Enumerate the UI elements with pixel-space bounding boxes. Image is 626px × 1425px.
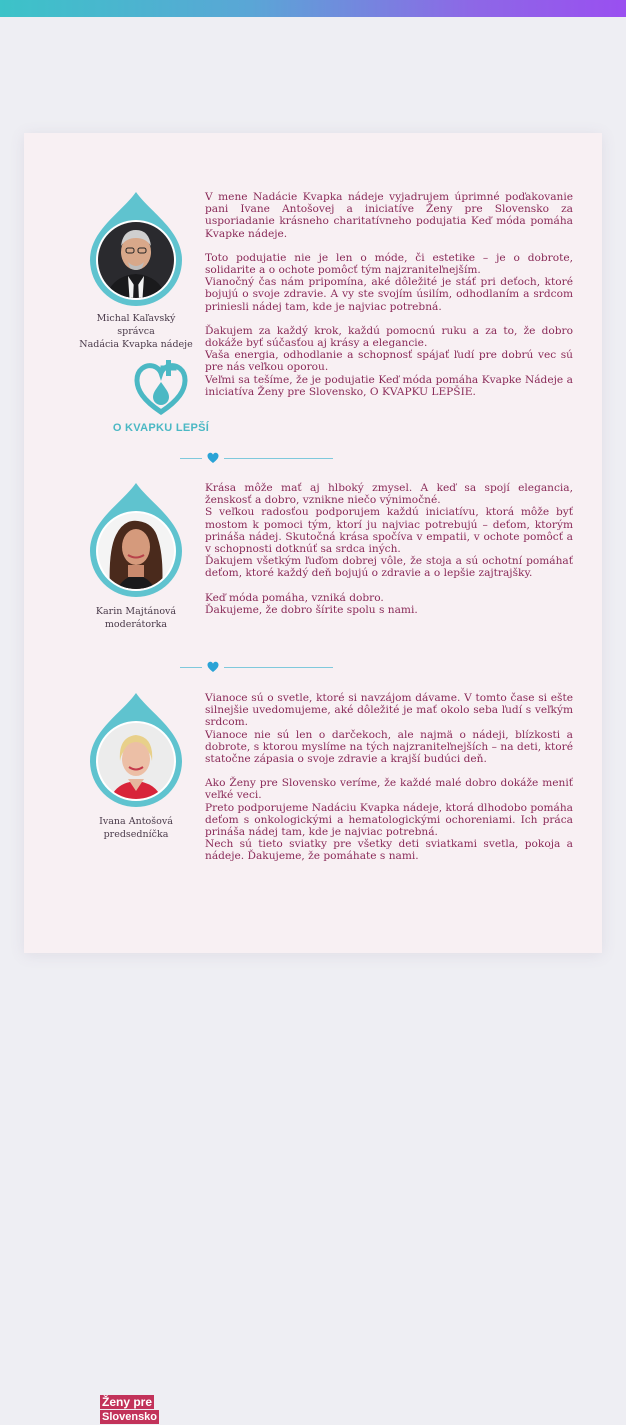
person-name: Michal Kaľavský <box>96 313 176 324</box>
paragraph: Nech sú tieto sviatky pre všetky deti sviatkami svetla, pokoja a nádeje. Ďakujeme, že pomáhate s nami. <box>205 838 573 863</box>
paragraph: Keď móda pomáha, vzniká dobro. <box>205 591 384 604</box>
paragraph: Vianoce sú o svetle, ktoré si navzájom dávame. V tomto čase si ešte silnejšie uvedomujeme, aké dôležité je mať okolo seba ľudí s veľkým srdcom. <box>205 692 573 729</box>
paragraph: Ďakujem za každý krok, každú pomocnú ruku a za to, že dobro dokáže byť súčasťou aj krásy a elegancie. <box>205 324 573 350</box>
kvapka-logo <box>106 358 216 440</box>
paragraph: Vianoce nie sú len o darčekoch, ale najmä o nádeji, blízkosti a dobrote, s ktorou myslíme na tých najzraniteľnejších – na deti, ktoré statočne zápasia o svoje zdravie a krajší budúci deň. <box>205 728 573 766</box>
zeny-logo-top: Ženy pre <box>102 1395 153 1409</box>
zeny-logo-bottom: Slovensko <box>102 1411 158 1423</box>
paragraph: Toto podujatie nie je len o móde, či estetike – je o dobrote, solidarite a o ochote pomôcť tým najzraniteľnejším. <box>205 251 573 277</box>
section-divider <box>180 452 335 466</box>
paragraph: Vianočný čas nám pripomína, aké dôležité je stáť pri deťoch, ktoré bojujú o svoje zdravie. A vy ste svojím úsilím, odhodlaním a srdcom priniesli nádej tam, kde je najviac potrebná. <box>205 276 573 313</box>
message-text <box>205 482 573 616</box>
photo-drop-karin <box>90 481 182 597</box>
paragraph: V mene Nadácie Kvapka nádeje vyjadrujem úprimné poďakovanie pani Ivane Antošovej a iniciatíve Ženy pre Slovensko za usporiadanie krásneho charitatívneho podujatia Keď móda pomáha Kvapke nádeje. <box>205 191 573 240</box>
paragraph: Veľmi sa tešíme, že je podujatie Keď móda pomáha Kvapke Nádeje a iniciatíva Ženy pre Slovensko, O KVAPKU LEPŠIE. <box>205 373 573 398</box>
photo-drop-michal <box>90 190 182 306</box>
person-name: Karin Majtánová <box>95 606 177 617</box>
message-text <box>205 191 573 398</box>
kvapka-logo-text: O KVAPKU LEPŠÍ <box>112 422 210 434</box>
section-divider <box>180 661 335 675</box>
person-role: predsedníčka <box>103 829 169 840</box>
top-gradient-bar <box>0 0 626 17</box>
person-role: správca <box>117 326 155 337</box>
paragraph: S veľkou radosťou podporujem každú iniciatívu, ktorá môže byť mostom k pomoci tým, ktorí ju najviac potrebujú – deťom, ktorým prináša nádej. Skutočná krása spočíva v empatii, v ochote pomôcť a v schopnosti dotknúť sa srdca iných. <box>205 506 573 556</box>
kvapka-heart-icon <box>133 358 189 418</box>
heart-icon <box>207 661 219 673</box>
paragraph: Vaša energia, odhodlanie a schopnosť spájať ľudí pre dobrú vec sú pre nás veľkou oporou. <box>205 349 573 374</box>
letter-card <box>24 133 602 1423</box>
heart-icon <box>207 452 219 464</box>
paragraph: Ako Ženy pre Slovensko veríme, že každé malé dobro dokáže meniť veľké veci. <box>205 777 573 802</box>
paragraph: Krása môže mať aj hlboký zmysel. A keď sa spojí elegancia, ženskosť a dobro, vznikne niečo výnimočné. <box>205 482 573 507</box>
paragraph: Ďakujem všetkým ľuďom dobrej vôle, že stoja a sú ochotní pomáhať deťom, ktoré každý deň bojujú o zdravie a o lepšie zajtrajšky. <box>205 555 573 580</box>
photo-drop-ivana <box>90 691 182 807</box>
paragraph: Preto podporujeme Nadáciu Kvapka nádeje, ktorá dlhodobo pomáha deťom s onkologickými a hematologickými ochoreniami. Ich práca prináša nádej tam, kde je najviac potrebná. <box>205 801 573 839</box>
person-organization: Nadácia Kvapka nádeje <box>79 339 193 350</box>
zeny-pre-slovensko-logo <box>100 1393 166 1423</box>
person-role: moderátorka <box>104 619 168 630</box>
message-text <box>205 692 573 863</box>
person-name: Ivana Antošová <box>99 816 173 827</box>
paragraph: Ďakujeme, že dobro šírite spolu s nami. <box>205 603 418 616</box>
